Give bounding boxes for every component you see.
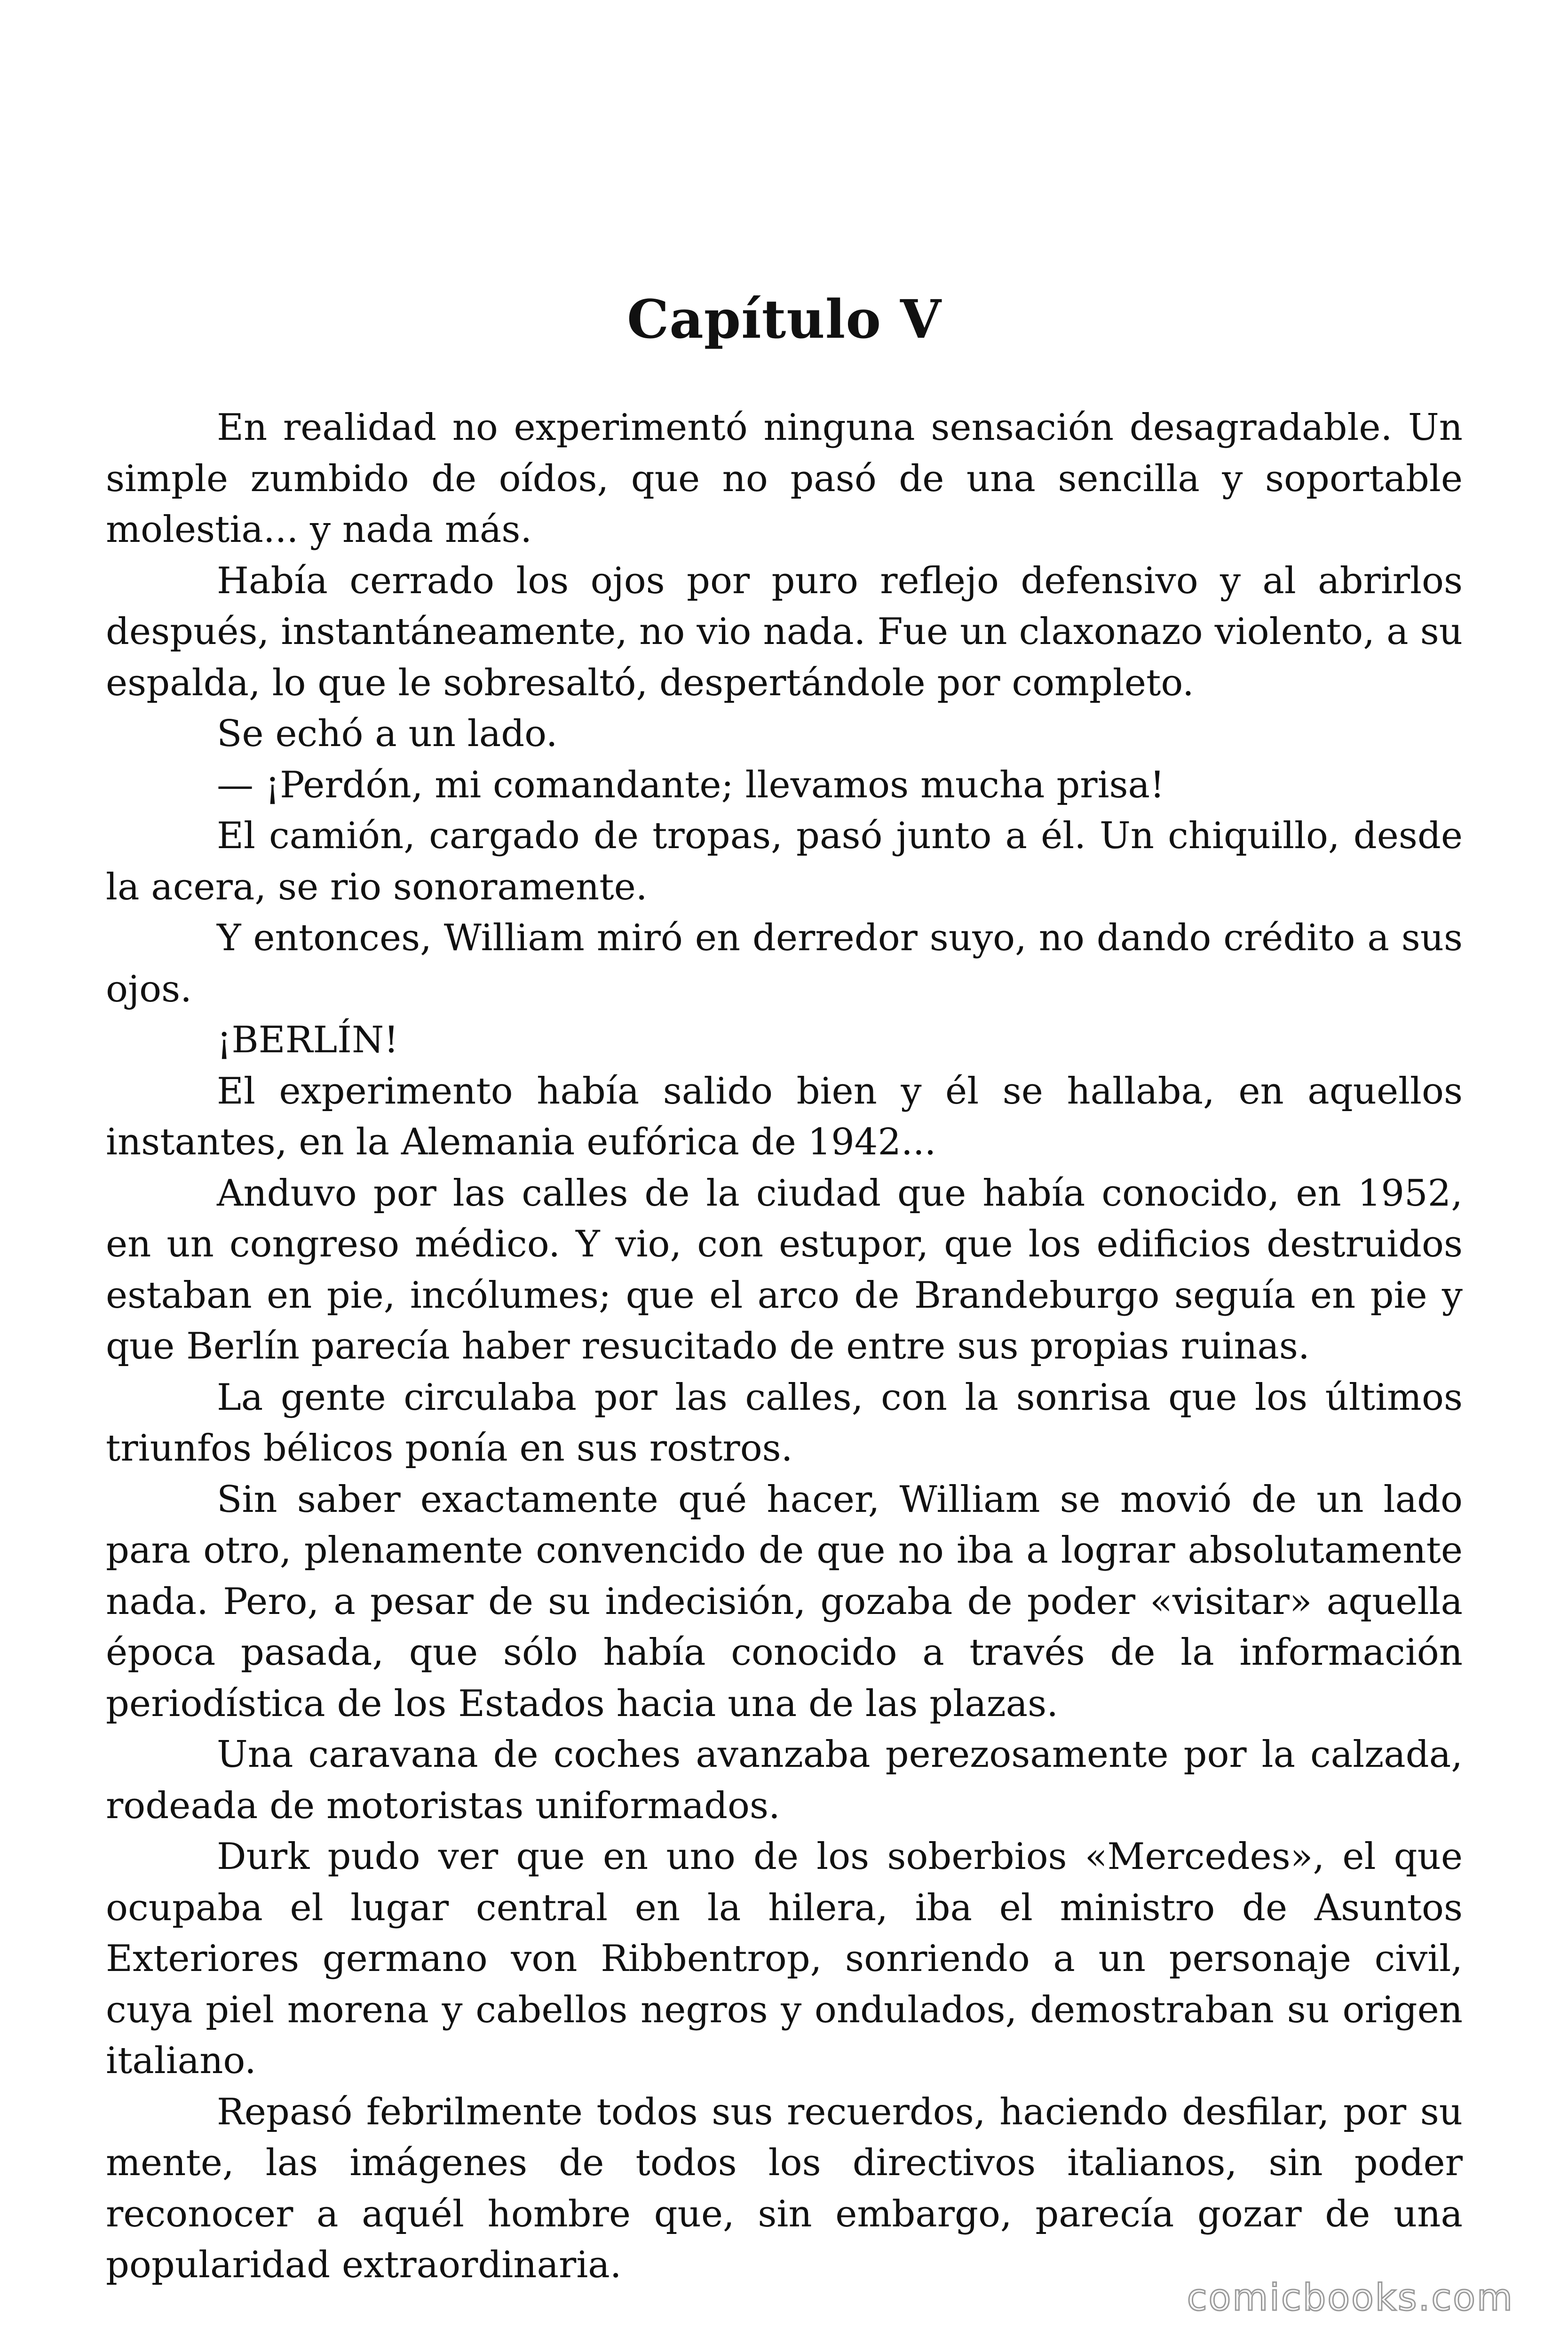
chapter-body (106, 402, 1463, 2291)
paragraph: Durk pudo ver que en uno de los soberbios «Mercedes», el que ocupaba el lugar central en la hilera, iba el ministro de Asuntos Exteriores germano von Ribbentrop, sonriendo a un personaje civil, cuya piel morena y cabellos negros y ondulados, demostraban su origen italiano. (106, 1836, 1463, 2082)
paragraph: Una caravana de coches avanzaba perezosamente por la calzada, rodeada de motoristas uniformados. (106, 1733, 1463, 1827)
paragraph: Había cerrado los ojos por puro reflejo defensivo y al abrirlos después, instantáneamente, no vio nada. Fue un claxonazo violento, a su espalda, lo que le sobresaltó, despertándole por completo. (106, 559, 1463, 704)
watermark: comicbooks.com (1187, 2277, 1514, 2319)
paragraph: Sin saber exactamente qué hacer, William se movió de un lado para otro, plenamente convencido de que no iba a lograr absolutamente nada. Pero, a pesar de su indecisión, gozaba de poder «visitar» aquella época pasada, que sólo había conocido a través de la información periodística de los Estados hacia una de las plazas. (106, 1478, 1463, 1725)
paragraph: En realidad no experimentó ninguna sensación desagradable. Un simple zumbido de oídos, que no pasó de una sencilla y soportable molestia... y nada más. (106, 406, 1463, 551)
paragraph: Repasó febrilmente todos sus recuerdos, haciendo desfilar, por su mente, las imágenes de todos los directivos italianos, sin poder reconocer a aquél hombre que, sin embargo, parecía gozar de una popularidad extraordinaria. (106, 2090, 1463, 2286)
paragraph: Se echó a un lado. (217, 713, 558, 755)
paragraph: Anduvo por las calles de la ciudad que había conocido, en 1952, en un congreso médico. Y vio, con estupor, que los edificios destruidos estaban en pie, incólumes; que el arco de Brandeburgo seguía en pie y que Berlín parecía haber resucitado de entre sus propias ruinas. (106, 1172, 1463, 1367)
dialogue-line: — ¡Perdón, mi comandante; llevamos mucha prisa! (217, 763, 1165, 806)
paragraph: ¡BERLÍN! (217, 1019, 399, 1061)
paragraph: El camión, cargado de tropas, pasó junto a él. Un chiquillo, desde la acera, se rio sonoramente. (106, 815, 1463, 908)
chapter-title: Capítulo V (627, 289, 942, 350)
book-page (106, 0, 1463, 2352)
paragraph: La gente circulaba por las calles, con la sonrisa que los últimos triunfos bélicos ponía en sus rostros. (106, 1376, 1463, 1470)
paragraph: El experimento había salido bien y él se hallaba, en aquellos instantes, en la Alemania eufórica de 1942... (106, 1070, 1463, 1163)
paragraph: Y entonces, William miró en derredor suyo, no dando crédito a sus ojos. (106, 917, 1463, 1010)
